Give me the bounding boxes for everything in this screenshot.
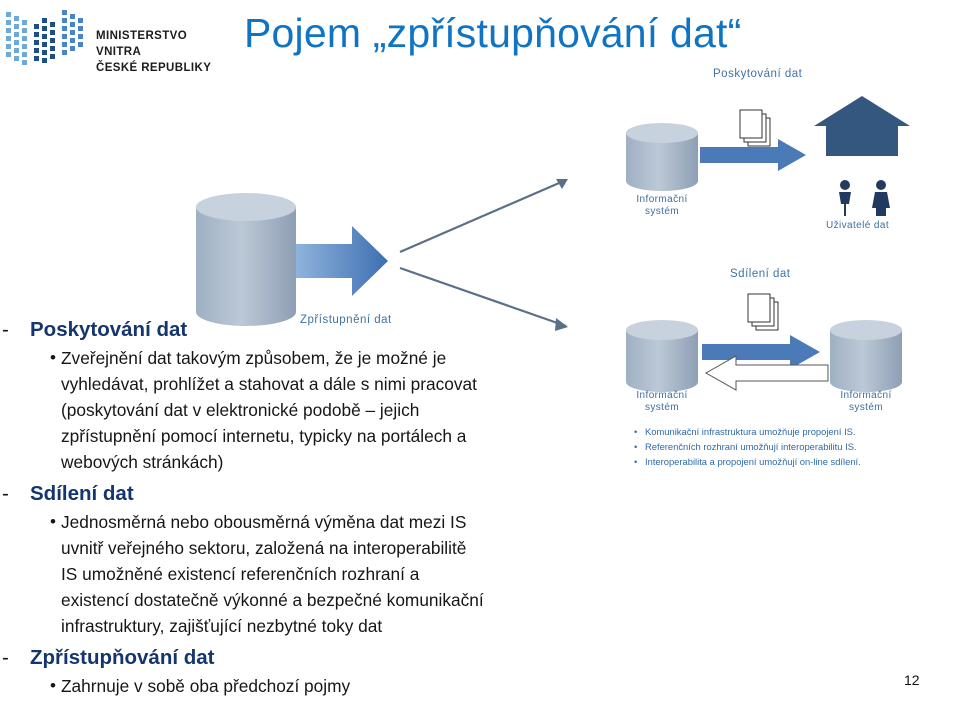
term-zpristupnovani	[0, 644, 620, 699]
house-icon	[814, 96, 910, 156]
label-poskytovani: Poskytování dat	[713, 68, 803, 80]
term-heading-text: Poskytování dat	[30, 318, 188, 341]
bullet-icon: •	[50, 512, 56, 531]
bullet-icon: •	[50, 676, 56, 695]
diagram-note: • Interoperabilita a propojení umožňují on-line sdílení.	[632, 454, 861, 469]
slide-title: Pojem „zpřístupňování dat“	[244, 10, 742, 56]
label-is-sdileni-left	[626, 390, 698, 414]
label-is-line-2: systém	[848, 402, 884, 413]
users-icon	[839, 180, 890, 216]
label-sdileni: Sdílení dat	[730, 268, 791, 280]
term-sdileni	[0, 480, 620, 639]
term-body	[0, 673, 620, 699]
term-line: uvnitř veřejného sektoru, založená na interoperabilitě	[61, 538, 467, 558]
term-line: existencí dostatečně výkonné a bezpečné komunikační	[61, 590, 484, 610]
term-heading	[0, 316, 620, 343]
label-is-line-1: Informační	[636, 390, 688, 401]
term-heading	[0, 644, 620, 671]
term-dash: -	[2, 482, 9, 505]
label-is-line-2: systém	[644, 206, 680, 217]
label-zpristupneni: Zpřístupnění dat	[300, 314, 392, 326]
term-list	[0, 316, 620, 704]
term-dash: -	[2, 646, 9, 669]
sdileni-database-left-icon	[626, 320, 698, 392]
poskytovani-documents-icon	[740, 110, 770, 146]
diagram-note: • Komunikační infrastruktura umožňuje propojení IS.	[632, 424, 861, 439]
term-heading-text: Zpřístupňování dat	[30, 646, 215, 669]
term-line: Zveřejnění dat takovým způsobem, že je možné je	[61, 348, 447, 368]
term-body	[0, 509, 620, 639]
sdileni-right-arrow-icon	[702, 335, 820, 369]
term-line: IS umožněné existencí referenčních rozhraní a	[61, 564, 420, 584]
term-heading	[0, 480, 620, 507]
term-line: zpřístupnění pomocí internetu, typicky na portálech a	[61, 426, 467, 446]
label-is-line-2: systém	[644, 402, 680, 413]
bullet-icon: •	[50, 348, 56, 367]
central-right-arrow-icon	[296, 226, 388, 296]
sdileni-database-right-icon	[830, 320, 902, 392]
diagram-notes	[632, 424, 861, 469]
term-dash: -	[2, 318, 9, 341]
term-body	[0, 345, 620, 475]
term-line: (poskytování dat v elektronické podobě – jejich	[61, 400, 420, 420]
term-poskytovani	[0, 316, 620, 475]
term-line: Jednosměrná nebo obousměrná výměna dat mezi IS	[61, 512, 467, 532]
label-uzivatele: Uživatelé dat	[826, 220, 890, 231]
central-database-icon	[196, 193, 296, 326]
label-is-line-1: Informační	[636, 194, 688, 205]
poskytovani-database-icon	[626, 123, 698, 191]
logo-line-1: MINISTERSTVO VNITRA	[96, 30, 188, 58]
sdileni-documents-icon	[748, 294, 778, 330]
sdileni-left-arrow-icon	[706, 356, 828, 390]
term-line: Zahrnuje v sobě oba předchozí pojmy	[61, 676, 351, 696]
label-is-poskytovani	[626, 194, 698, 218]
label-is-sdileni-right	[830, 390, 902, 414]
diagram-note: • Referenčních rozhraní umožňují interoperabilitu IS.	[632, 439, 861, 454]
page-number: 12	[904, 672, 920, 688]
term-line: vyhledávat, prohlížet a stahovat a dále s nimi pracovat	[61, 374, 477, 394]
label-is-line-1: Informační	[840, 390, 892, 401]
term-line: webových stránkách)	[61, 452, 224, 472]
term-heading-text: Sdílení dat	[30, 482, 134, 505]
diagonal-arrow-up-icon	[400, 179, 568, 252]
term-line: infrastruktury, zajišťující nezbytné toky dat	[61, 616, 383, 636]
logo-line-2: ČESKÉ REPUBLIKY	[96, 62, 212, 74]
